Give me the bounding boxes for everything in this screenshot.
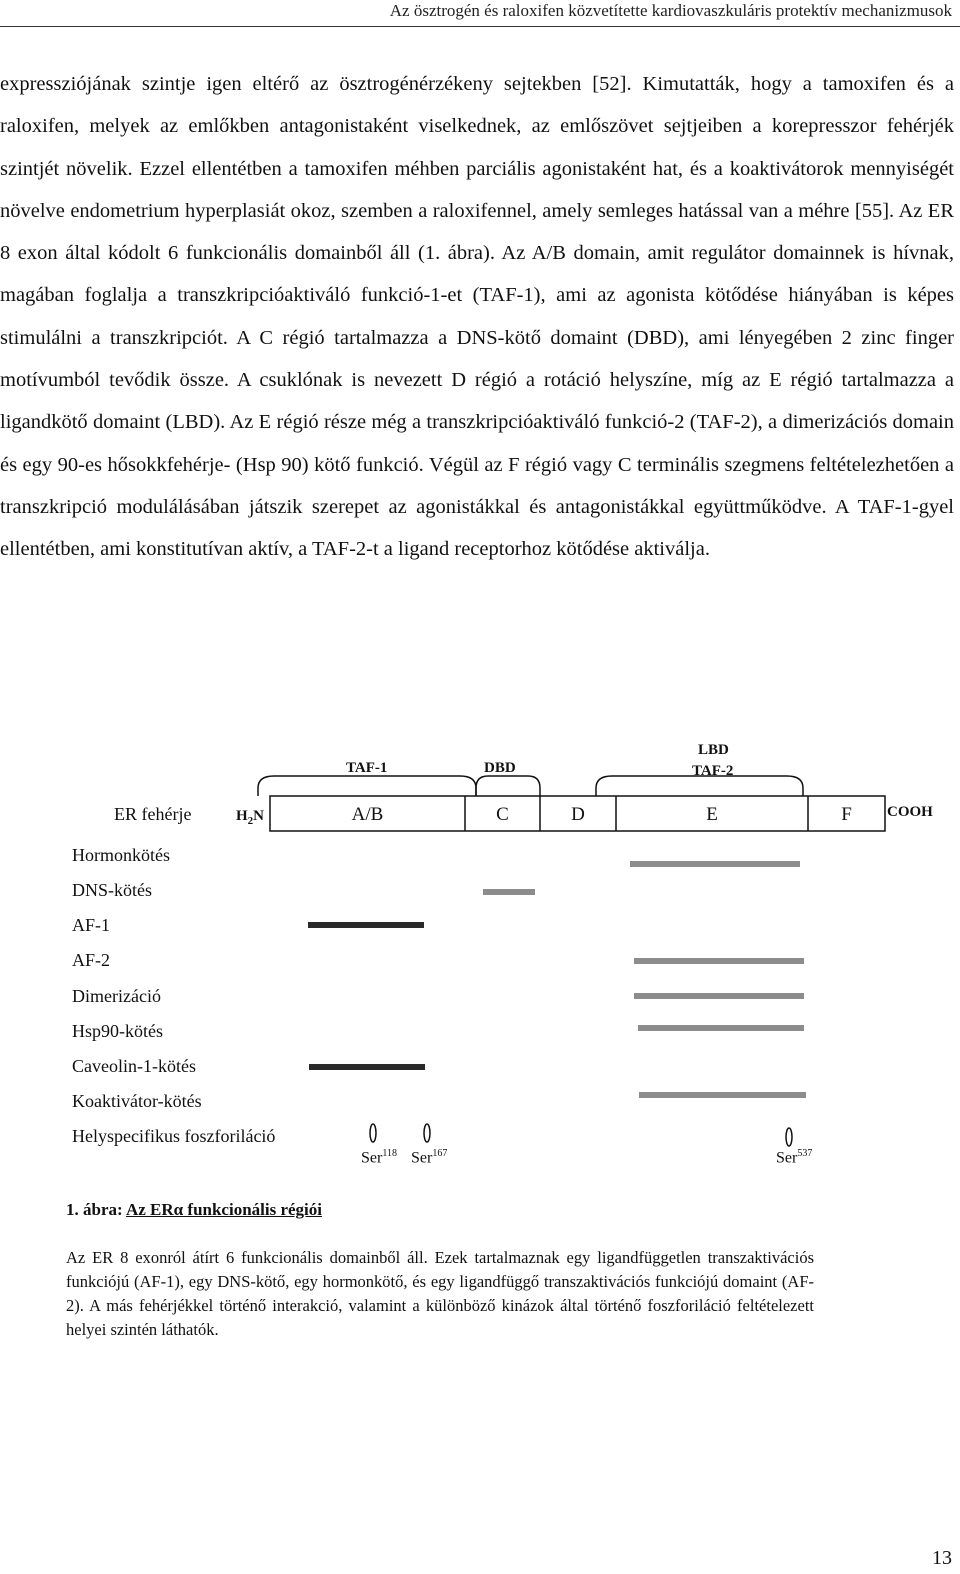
af1-bar [308,922,424,928]
row-label-af2: AF-2 [72,950,111,970]
hsp90-binding-bar [638,1025,804,1031]
phospho-site-ser: Ser [361,1149,383,1167]
dbd-brace [476,776,540,796]
taf1-label: TAF-1 [346,760,388,776]
phospho-site-ser: Ser [411,1149,433,1167]
n-terminus-sub: 2 [247,815,254,827]
caption-title-text: Az ERα funkcionális régiói [125,1200,323,1219]
figure-caption-title [66,1199,322,1221]
dbd-label: DBD [484,760,516,776]
segment-ab-label: A/B [351,804,384,825]
caveolin-binding-bar [309,1064,425,1070]
phospho-site-label-537 [776,1144,812,1168]
phospho-site-number: 118 [382,1148,397,1159]
segment-c-label: C [496,804,509,825]
dimerization-bar [634,993,804,999]
af2-bar [634,958,804,964]
segment-f-label: F [841,804,852,825]
phospho-site-ser: Ser [776,1149,798,1167]
taf1-brace [258,776,476,796]
lbd-label: LBD [698,742,729,758]
taf2-label: TAF-2 [692,763,734,779]
phospho-site-number: 167 [432,1148,448,1159]
phospho-site-label-118 [361,1144,397,1168]
phospho-site-number: 537 [797,1148,813,1159]
page-number: 13 [932,1547,952,1569]
row-label-dimerization: Dimerizáció [72,986,161,1006]
figure-caption-body: Az ER 8 exonról átírt 6 funkcionális domainből áll. Ezek tartalmaznak egy ligandfüggetlen transzaktivációs funkciójú (AF-1), egy DNS-kötő, egy hormonkötő, és egy ligandfüggő transzaktivációs funkciójú domaint (AF-2). A más fehérjékkel történő interakció, valamint a különböző kinázok által történő foszforiláció feltételezett helyei szintén láthatók. [66,1248,814,1339]
phospho-site-label-167 [411,1144,447,1168]
paragraph-text: expressziójának szintje igen eltérő az ösztrogénérzékeny sejtekben [52]. Kimutatták, hogy a tamoxifen és a raloxifen, melyek az emlőkben antagonistaként viselkednek, az emlőszövet sejtjeiben a korepresszor fehérjék szintjét növelik. Ezzel ellentétben a tamoxifen méhben parciális agonistaként hat, és a koaktivátorok mennyiségét növelve endometrium hyperplasiát okoz, szemben a raloxifennel, amely semleges hatással van a méhre [55]. Az ER 8 exon által kódolt 6 funkcionális domainből áll (1. ábra). Az A/B domain, amit regulátor domainnek is hívnak, magában foglalja a transzkripcióaktiváló funkció-1-et (TAF-1), ami az agonista kötődése hiányában is képes stimulálni a transzkripciót. A C régió tartalmazza a DNS-kötő domaint (DBD), ami lényegében 2 zinc finger motívumból tevődik össze. A csuklónak is nevezett D régió a rotáció helyszíne, míg az E régió tartalmazza a ligandkötő domaint (LBD). Az E régió része még a transzkripcióaktiváló funkció-2 (TAF-2), a dimerizációs domain és egy 90-es hősokkfehérje- (Hsp 90) kötő funkció. Végül az F régió vagy C terminális szegmens feltételezhetően a transzkripció modulálásában játszik szerepet az agonistákkal és antagonistákkal együttműködve. A TAF-1-gyel ellentétben, ami konstitutívan aktív, a TAF-2-t a ligand receptorhoz kötődése aktiválja. [0,73,954,561]
c-terminus-label: COOH [887,804,933,820]
n-terminus-main: H [236,808,248,824]
protein-label: ER fehérje [114,804,192,824]
running-header: Az ösztrogén és raloxifen közvetítette kardiovaszkuláris protektív mechanizmusok [389,1,952,20]
segment-d-label: D [571,804,585,825]
row-label-hsp90-binding: Hsp90-kötés [72,1021,163,1041]
phospho-site-icon [370,1124,376,1142]
row-label-hormone-binding: Hormonkötés [72,845,170,865]
row-label-coactivator-binding: Koaktivátor-kötés [72,1091,202,1111]
body-paragraph [0,63,954,571]
row-label-af1: AF-1 [72,915,111,935]
row-label-caveolin-binding: Caveolin-1-kötés [72,1056,196,1076]
n-terminus-label [236,806,264,831]
segment-e-label: E [706,804,718,825]
row-label-dna-binding: DNS-kötés [72,880,152,900]
domain-figure [0,730,960,1200]
caption-prefix: 1. ábra: [66,1200,126,1219]
n-terminus-rest: N [253,808,265,824]
coactivator-binding-bar [639,1092,806,1098]
dna-binding-bar [483,889,535,895]
row-label-phosphorylation: Helyspecifikus foszforiláció [72,1126,276,1146]
hormone-binding-bar [630,861,800,867]
header-rule [0,26,960,27]
phospho-site-icon [424,1124,430,1142]
